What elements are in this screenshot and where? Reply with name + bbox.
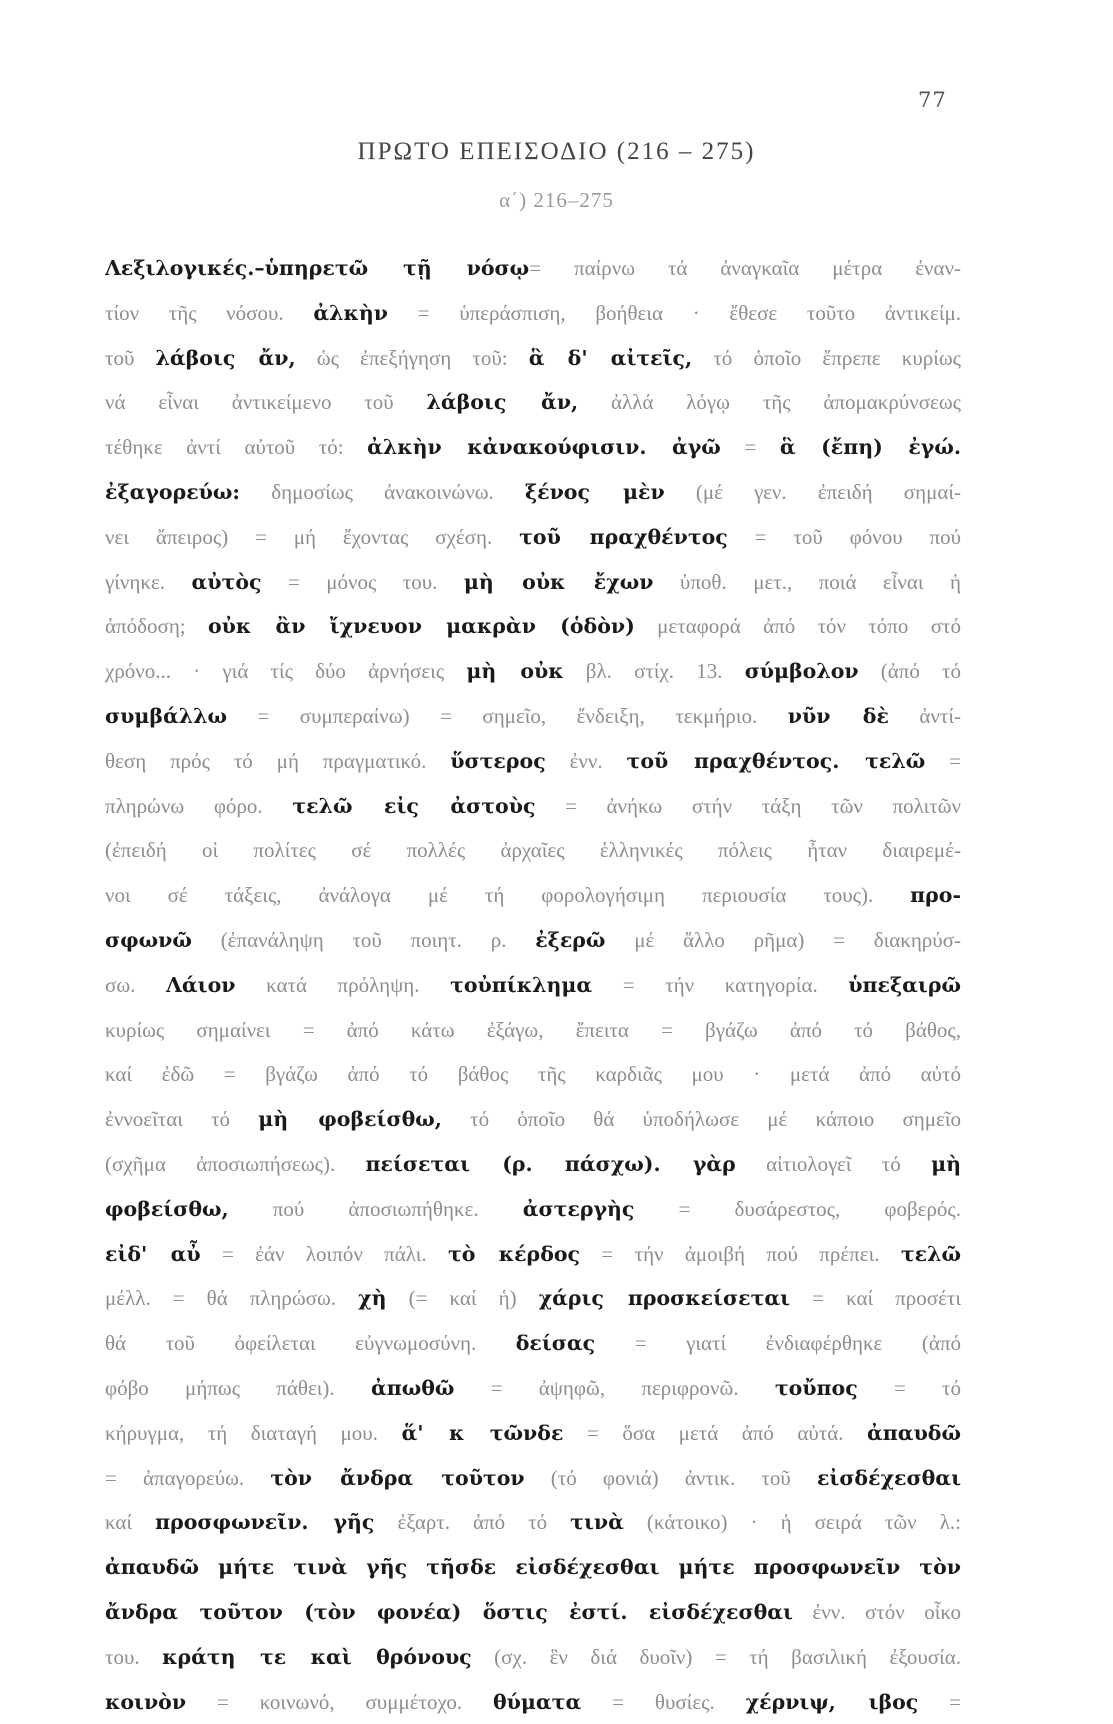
definition-text: νοι σέ τάξεις, ἀνάλογα μέ τή φορολογήσιμη περιουσία τους). <box>105 883 910 907</box>
lemma-term: τὸ κέρδος <box>448 1242 580 1266</box>
lemma-term: δείσας <box>516 1331 595 1355</box>
definition-text: φόβο μήπως πάθει). <box>105 1376 371 1400</box>
definition-text: νά εἶναι ἀντικείμενο τοῦ <box>105 390 426 414</box>
definition-text: = <box>721 435 780 459</box>
lemma-term: τοὐπίκλημα <box>450 973 592 997</box>
definition-text: ἀλλά λόγῳ τῆς ἀπομακρύνσεως <box>578 390 961 414</box>
lemma-term: ξένος μὲν <box>525 480 665 504</box>
lemma-term: τοῦ πραχθέντος <box>519 525 728 549</box>
definition-text: ἐννοεῖται τό <box>105 1107 258 1131</box>
lemma-term: χέρνιψ, ιβος <box>746 1690 919 1714</box>
lemma-term: προ- <box>910 883 961 907</box>
definition-text: ὑποθ. μετ., ποιά εἶναι ἡ <box>653 570 961 594</box>
text-line <box>105 515 961 560</box>
definition-text: γίνηκε. <box>105 570 192 594</box>
definition-text: = ἀπαγορεύω. <box>105 1466 270 1490</box>
definition-text: ἀπόδοση; <box>105 614 208 638</box>
definition-text: = τήν κατηγορία. <box>592 973 848 997</box>
lemma-term: κράτη τε καὶ θρόνους <box>162 1645 472 1669</box>
lemma-term: Λεξιλογικές.–ὑπηρετῶ τῇ νόσῳ <box>105 256 529 280</box>
text-line <box>105 1680 961 1724</box>
page-number: 77 <box>918 88 947 112</box>
lemma-term: λάβοις ἄν, <box>156 346 296 370</box>
lemma-term: προσφωνεῖν. γῆς <box>155 1510 374 1534</box>
definition-text: κήρυγμα, τή διαταγή μου. <box>105 1421 401 1445</box>
definition-text: πληρώνω φόρο. <box>105 794 292 818</box>
lemma-term: ὕστερος <box>450 749 545 773</box>
lemma-term: ἀστεργὴς <box>523 1197 635 1221</box>
definition-text: χρόνο... · γιά τίς δύο ἀρνήσεις <box>105 659 466 683</box>
definition-text: τέθηκε ἀντί αὐτοῦ τό: <box>105 435 367 459</box>
definition-text: = ἀνήκω στήν τάξη τῶν πολιτῶν <box>535 794 961 818</box>
text-line <box>105 470 961 515</box>
definition-text: καί <box>105 1510 155 1534</box>
definition-text: = μόνος του. <box>261 570 463 594</box>
definition-text: μέ ἄλλο ρῆμα) = διακηρύσ- <box>605 928 961 952</box>
definition-text: = παίρνω τά ἀναγκαῖα μέτρα ἐναν- <box>529 256 961 280</box>
text-line <box>105 1456 961 1501</box>
definition-text: = γιατί ἐνδιαφέρθηκε (ἀπό <box>595 1331 961 1355</box>
definition-text: = <box>918 1690 961 1714</box>
text-line <box>105 1232 961 1277</box>
definition-text: = τό <box>858 1376 961 1400</box>
definition-text: = <box>925 749 961 773</box>
definition-text: μεταφορά ἀπό τόν τόπο στό <box>635 614 961 638</box>
chapter-title: ΠΡΩΤΟ ΕΠΕΙΣΟΔΙΟ (216 – 275) <box>0 138 1113 166</box>
text-line <box>105 1635 961 1680</box>
definition-text: νει ἄπειρος) = μή ἔχοντας σχέση. <box>105 525 519 549</box>
text-line <box>105 1276 961 1321</box>
definition-text: (μέ γεν. ἐπειδή σημαί- <box>665 480 961 504</box>
lemma-term: χὴ <box>358 1286 386 1310</box>
definition-text: θεση πρός τό μή πραγματικό. <box>105 749 450 773</box>
text-line <box>105 1008 961 1053</box>
definition-text: κατά πρόληψη. <box>236 973 451 997</box>
text-line <box>105 1545 961 1590</box>
lemma-term: ἄνδρα τοῦτον (τὸν φονέα) ὅστις ἐστί. εἰσδέχεσθαι <box>105 1600 793 1624</box>
lemma-term: τὸν ἄνδρα τοῦτον <box>270 1466 524 1490</box>
lemma-term: ἀπαυδῶ μήτε τινὰ γῆς τῆσδε εἰσδέχεσθαι μήτε προσφωνεῖν τὸν <box>105 1555 961 1579</box>
lemma-term: τελῶ εἰς ἀστοὺς <box>292 794 535 818</box>
definition-text: (σχῆμα ἀποσιωπήσεως). <box>105 1152 366 1176</box>
text-line <box>105 828 961 873</box>
text-line <box>105 604 961 649</box>
definition-text: = συμπεραίνω) = σημεῖο, ἔνδειξη, τεκμήριο. <box>227 704 788 728</box>
definition-text: βλ. στίχ. 13. <box>564 659 745 683</box>
definition-text: αἰτιολογεῖ τό <box>736 1152 931 1176</box>
text-line <box>105 694 961 739</box>
definition-text: = δυσάρεστος, φοβερός. <box>634 1197 961 1221</box>
lemma-term: κοινὸν <box>105 1690 186 1714</box>
lemma-term: ἅ' κ τῶνδε <box>401 1421 563 1445</box>
lemma-term: φοβείσθω, <box>105 1197 229 1221</box>
definition-text: (ἐπειδή οἱ πολίτες σέ πολλές ἀρχαῖες ἑλληνικές πόλεις ἦταν διαιρεμέ- <box>105 838 961 862</box>
definition-text: τοῦ <box>105 346 156 370</box>
text-line <box>105 1590 961 1635</box>
lemma-term: Λάιον <box>166 973 236 997</box>
chapter-subtitle: α΄) 216–275 <box>0 188 1113 213</box>
lemma-term: νῦν δὲ <box>788 704 889 728</box>
definition-text: = θυσίες. <box>581 1690 745 1714</box>
text-line <box>105 425 961 470</box>
lemma-term: σφωνῶ <box>105 928 192 952</box>
text-line <box>105 918 961 963</box>
text-line <box>105 336 961 381</box>
text-line <box>105 649 961 694</box>
lemma-term: ἀπωθῶ <box>371 1376 455 1400</box>
lemma-term: ἀλκὴν κἀνακούφισιν. ἀγῶ <box>367 435 721 459</box>
lemma-term: ἃ δ' αἰτεῖς, <box>529 346 692 370</box>
text-line <box>105 1142 961 1187</box>
text-line <box>105 1052 961 1097</box>
definition-text: πού ἀποσιωπήθηκε. <box>229 1197 523 1221</box>
glossary-text <box>105 246 961 1724</box>
definition-text: ὡς ἐπεξήγηση τοῦ: <box>296 346 529 370</box>
text-line <box>105 1187 961 1232</box>
lemma-term: τοὔπος <box>775 1376 858 1400</box>
text-line <box>105 560 961 605</box>
lemma-term: αὐτὸς <box>192 570 262 594</box>
definition-text: ἐξαρτ. ἀπό τό <box>374 1510 570 1534</box>
definition-text: ἀντί- <box>889 704 961 728</box>
definition-text: (ἀπό τό <box>859 659 961 683</box>
definition-text: = τήν ἀμοιβή πού πρέπει. <box>580 1242 901 1266</box>
definition-text: (κάτοικο) · ἡ σειρά τῶν λ.: <box>624 1510 961 1534</box>
text-line <box>105 1097 961 1142</box>
definition-text: κυρίως σημαίνει = ἀπό κάτω ἐξάγω, ἔπειτα = βγάζω ἀπό τό βάθος, <box>105 1018 961 1042</box>
definition-text: = ἐάν λοιπόν πάλι. <box>201 1242 448 1266</box>
definition-text: ἐνν. <box>546 749 627 773</box>
lemma-term: πείσεται (ρ. πάσχω). γὰρ <box>366 1152 736 1176</box>
lemma-term: ἐξαγορεύω: <box>105 480 240 504</box>
lemma-term: οὐκ ἂν ἴχνευον μακρὰν (ὁδὸν) <box>208 614 635 638</box>
lemma-term: μὴ οὐκ <box>466 659 563 683</box>
text-line <box>105 1411 961 1456</box>
definition-text: μέλλ. = θά πληρώσω. <box>105 1286 358 1310</box>
definition-text: τό ὁποῖο ἔπρεπε κυρίως <box>692 346 961 370</box>
definition-text: καί ἐδῶ = βγάζω ἀπό τό βάθος τῆς καρδιᾶς μου · μετά ἀπό αὐτό <box>105 1062 961 1086</box>
definition-text: = καί προσέτι <box>790 1286 961 1310</box>
text-line <box>105 1500 961 1545</box>
lemma-term: χάρις προσκείσεται <box>539 1286 790 1310</box>
definition-text: δημοσίως ἀνακοινώνω. <box>240 480 525 504</box>
lemma-term: τοῦ πραχθέντος. τελῶ <box>627 749 926 773</box>
definition-text: του. <box>105 1645 162 1669</box>
text-line <box>105 246 961 291</box>
lemma-term: εἰσδέχεσθαι <box>817 1466 961 1490</box>
definition-text: = κοινωνό, συμμέτοχο. <box>186 1690 493 1714</box>
definition-text: = ὑπεράσπιση, βοήθεια · ἔθεσε τοῦτο ἀντικείμ. <box>388 301 961 325</box>
text-line <box>105 963 961 1008</box>
lemma-term: ἃ (ἔπη) ἐγώ. <box>780 435 961 459</box>
lemma-term: ἀπαυδῶ <box>867 1421 961 1445</box>
definition-text: θά τοῦ ὀφείλεται εὐγνωμοσύνη. <box>105 1331 516 1355</box>
lemma-term: τινὰ <box>570 1510 624 1534</box>
lemma-term: τελῶ <box>901 1242 961 1266</box>
text-line <box>105 1321 961 1366</box>
lemma-term: θύματα <box>493 1690 581 1714</box>
definition-text: (τό φονιά) ἀντικ. τοῦ <box>525 1466 817 1490</box>
lemma-term: μὴ <box>931 1152 961 1176</box>
definition-text: τό ὁποῖο θά ὑποδήλωσε μέ κάποιο σημεῖο <box>442 1107 961 1131</box>
lemma-term: ἀλκὴν <box>313 301 388 325</box>
definition-text: = τοῦ φόνου πού <box>728 525 961 549</box>
definition-text: (σχ. ἓν διά δυοῖν) = τή βασιλική ἐξουσία. <box>472 1645 961 1669</box>
lemma-term: συμβάλλω <box>105 704 227 728</box>
lemma-term: εἰδ' αὖ <box>105 1242 201 1266</box>
text-line <box>105 291 961 336</box>
text-line <box>105 739 961 784</box>
definition-text: σω. <box>105 973 166 997</box>
text-line <box>105 784 961 829</box>
definition-text: ἐνν. στόν οἶκο <box>793 1600 961 1624</box>
definition-text: τίον τῆς νόσου. <box>105 301 313 325</box>
text-line <box>105 873 961 918</box>
lemma-term: λάβοις ἄν, <box>426 390 578 414</box>
definition-text: (ἐπανάληψη τοῦ ποιητ. ρ. <box>192 928 535 952</box>
lemma-term: σύμβολον <box>745 659 859 683</box>
definition-text: (= καί ἡ) <box>387 1286 539 1310</box>
lemma-term: ὑπεξαιρῶ <box>848 973 961 997</box>
text-line <box>105 1366 961 1411</box>
lemma-term: μὴ οὐκ ἔχων <box>464 570 654 594</box>
definition-text: = ἀψηφῶ, περιφρονῶ. <box>454 1376 774 1400</box>
text-line <box>105 380 961 425</box>
lemma-term: ἐξερῶ <box>535 928 605 952</box>
lemma-term: μὴ φοβείσθω, <box>258 1107 442 1131</box>
definition-text: = ὅσα μετά ἀπό αὐτά. <box>563 1421 867 1445</box>
